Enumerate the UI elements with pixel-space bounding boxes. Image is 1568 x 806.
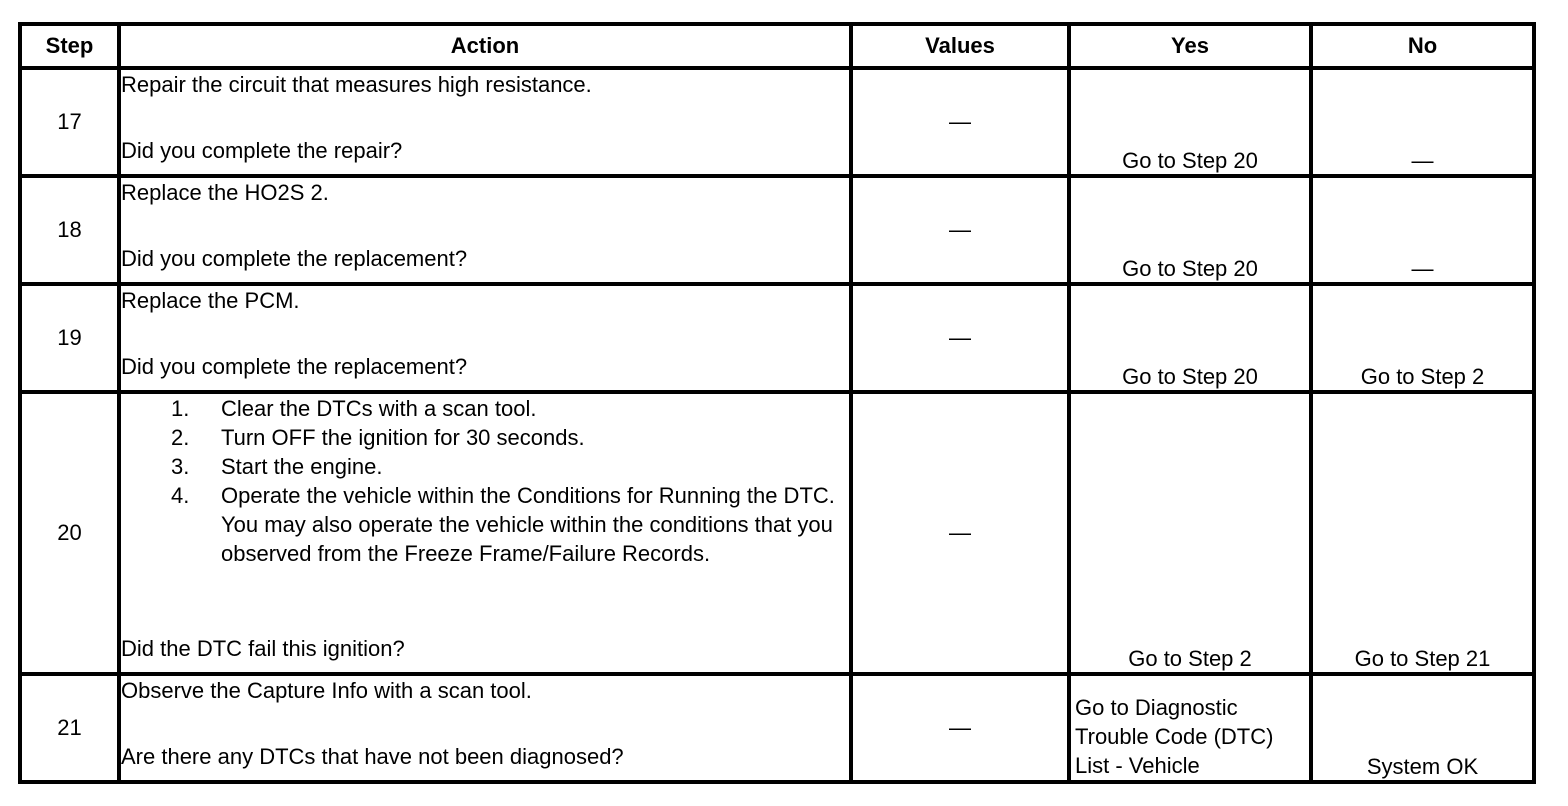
no-cell: System OK	[1311, 674, 1534, 782]
step-number: 17	[20, 68, 119, 176]
yes-cell	[1069, 674, 1311, 782]
action-question: Did the DTC fail this ignition?	[121, 636, 405, 661]
action-instruction: Repair the circuit that measures high resistance.	[121, 72, 592, 97]
list-item-number: 2.	[171, 425, 190, 450]
action-cell	[119, 392, 851, 674]
action-instruction: Replace the HO2S 2.	[121, 180, 329, 205]
table-row	[20, 176, 1534, 284]
action-question: Did you complete the replacement?	[121, 246, 468, 271]
diagnostic-table	[18, 22, 1536, 784]
action-instruction: Replace the PCM.	[121, 288, 300, 313]
yes-cell: Go to Step 2	[1069, 392, 1311, 674]
list-item	[121, 452, 849, 481]
action-question: Are there any DTCs that have not been diagnosed?	[121, 744, 624, 769]
action-cell	[119, 284, 851, 392]
values-cell: —	[851, 674, 1069, 782]
list-item	[121, 423, 849, 452]
list-item-text: Operate the vehicle within the Conditions for Running the DTC. You may also operate the vehicle within the conditions that you observed from the Freeze Frame/Failure Records.	[221, 483, 835, 566]
values-cell: —	[851, 176, 1069, 284]
header-values: Values	[851, 24, 1069, 68]
yes-cell: Go to Step 20	[1069, 68, 1311, 176]
list-item	[121, 394, 849, 423]
action-cell	[119, 68, 851, 176]
no-cell: Go to Step 2	[1311, 284, 1534, 392]
list-item-number: 4.	[171, 483, 190, 508]
list-item-number: 3.	[171, 454, 190, 479]
header-yes: Yes	[1069, 24, 1311, 68]
yes-link-text: Go to Diagnostic Trouble Code (DTC) List - Vehicle	[1075, 695, 1274, 778]
table-row	[20, 284, 1534, 392]
list-item-number: 1.	[171, 396, 190, 421]
header-action: Action	[119, 24, 851, 68]
values-cell: —	[851, 284, 1069, 392]
step-number: 18	[20, 176, 119, 284]
values-cell: —	[851, 392, 1069, 674]
table-row	[20, 68, 1534, 176]
table-header-row	[20, 24, 1534, 68]
table-row	[20, 674, 1534, 782]
step-number: 19	[20, 284, 119, 392]
action-question: Did you complete the replacement?	[121, 354, 468, 379]
action-question: Did you complete the repair?	[121, 138, 403, 163]
action-cell	[119, 176, 851, 284]
no-cell: —	[1311, 68, 1534, 176]
action-step-list	[121, 394, 849, 568]
list-item-text: Turn OFF the ignition for 30 seconds.	[221, 425, 585, 450]
list-item-text: Clear the DTCs with a scan tool.	[221, 396, 537, 421]
table-row	[20, 392, 1534, 674]
values-cell: —	[851, 68, 1069, 176]
header-no: No	[1311, 24, 1534, 68]
no-cell: —	[1311, 176, 1534, 284]
action-instruction: Observe the Capture Info with a scan tool.	[121, 678, 532, 703]
list-item-text: Start the engine.	[221, 454, 383, 479]
step-number: 20	[20, 392, 119, 674]
yes-cell: Go to Step 20	[1069, 284, 1311, 392]
header-step: Step	[20, 24, 119, 68]
yes-cell: Go to Step 20	[1069, 176, 1311, 284]
list-item	[121, 481, 849, 568]
action-cell	[119, 674, 851, 782]
no-cell: Go to Step 21	[1311, 392, 1534, 674]
step-number: 21	[20, 674, 119, 782]
